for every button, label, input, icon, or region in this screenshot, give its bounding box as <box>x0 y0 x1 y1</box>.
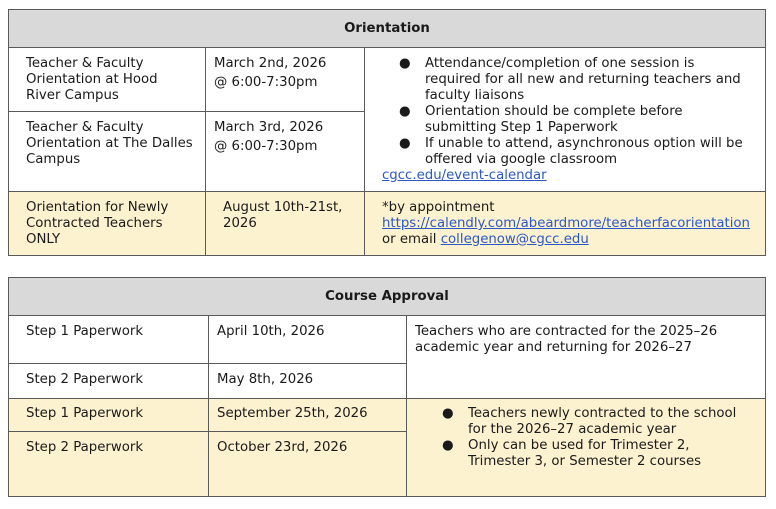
appointment-text: *by appointment <box>382 200 495 215</box>
dalles-event: Teacher & Faculty Orientation at The Dalles Campus <box>9 112 206 192</box>
dalles-date-line2: @ 6:00-7:30pm <box>214 139 318 154</box>
dalles-date <box>206 112 365 192</box>
returning-step2: Step 2 Paperwork <box>9 364 209 399</box>
hood-river-date <box>206 48 365 112</box>
returning-step1-date: April 10th, 2026 <box>209 316 407 364</box>
dalles-date-line1: March 3rd, 2026 <box>214 120 324 135</box>
bullet-icon: ● <box>442 406 454 421</box>
returning-note: Teachers who are contracted for the 2025–26 academic year and returning for 2026–27 <box>407 316 766 399</box>
hood-river-date-line2: @ 6:00-7:30pm <box>214 75 318 90</box>
new-note: ● Only can be used for Trimester 2, Trimester 3, or Semester 2 courses <box>442 438 702 469</box>
event-calendar-link[interactable]: cgcc.edu/event-calendar <box>382 168 547 183</box>
orientation-title: Orientation <box>9 10 766 48</box>
new-step2-date: October 23rd, 2026 <box>209 432 407 497</box>
bullet-icon: ● <box>399 136 411 151</box>
hood-river-date-line1: March 2nd, 2026 <box>214 56 327 71</box>
or-email-text: or email <box>382 232 441 247</box>
hood-river-event: Teacher & Faculty Orientation at Hood River Campus <box>9 48 206 112</box>
new-notes <box>407 399 766 497</box>
orientation-notes-list <box>382 56 751 168</box>
new-note: ● Teachers newly contracted to the school for the 2026–27 academic year <box>442 406 737 437</box>
new-teachers-note <box>365 192 766 256</box>
orientation-table <box>8 9 766 256</box>
orientation-note: ● Attendance/completion of one session is required for all new and returning teachers and faculty liaisons <box>399 56 741 103</box>
orientation-notes <box>365 48 766 192</box>
course-approval-title: Course Approval <box>9 278 766 316</box>
email-link[interactable]: collegenow@cgcc.edu <box>440 232 589 247</box>
bullet-icon: ● <box>399 56 411 71</box>
course-approval-table <box>8 277 766 497</box>
orientation-note: ● If unable to attend, asynchronous option will be offered via google classroom <box>399 136 743 167</box>
bullet-icon: ● <box>399 104 411 119</box>
new-teachers-event: Orientation for Newly Contracted Teachers ONLY <box>9 192 206 256</box>
returning-step1: Step 1 Paperwork <box>9 316 209 364</box>
orientation-note: ● Orientation should be complete before submitting Step 1 Paperwork <box>399 104 683 135</box>
calendly-link[interactable]: https://calendly.com/abeardmore/teacherfacorientation <box>382 216 750 231</box>
returning-step2-date: May 8th, 2026 <box>209 364 407 399</box>
new-step1-date: September 25th, 2026 <box>209 399 407 432</box>
bullet-icon: ● <box>442 438 454 453</box>
new-notes-list <box>442 406 755 470</box>
new-teachers-date: August 10th-21st, 2026 <box>206 192 365 256</box>
new-step1: Step 1 Paperwork <box>9 399 209 432</box>
new-step2: Step 2 Paperwork <box>9 432 209 497</box>
